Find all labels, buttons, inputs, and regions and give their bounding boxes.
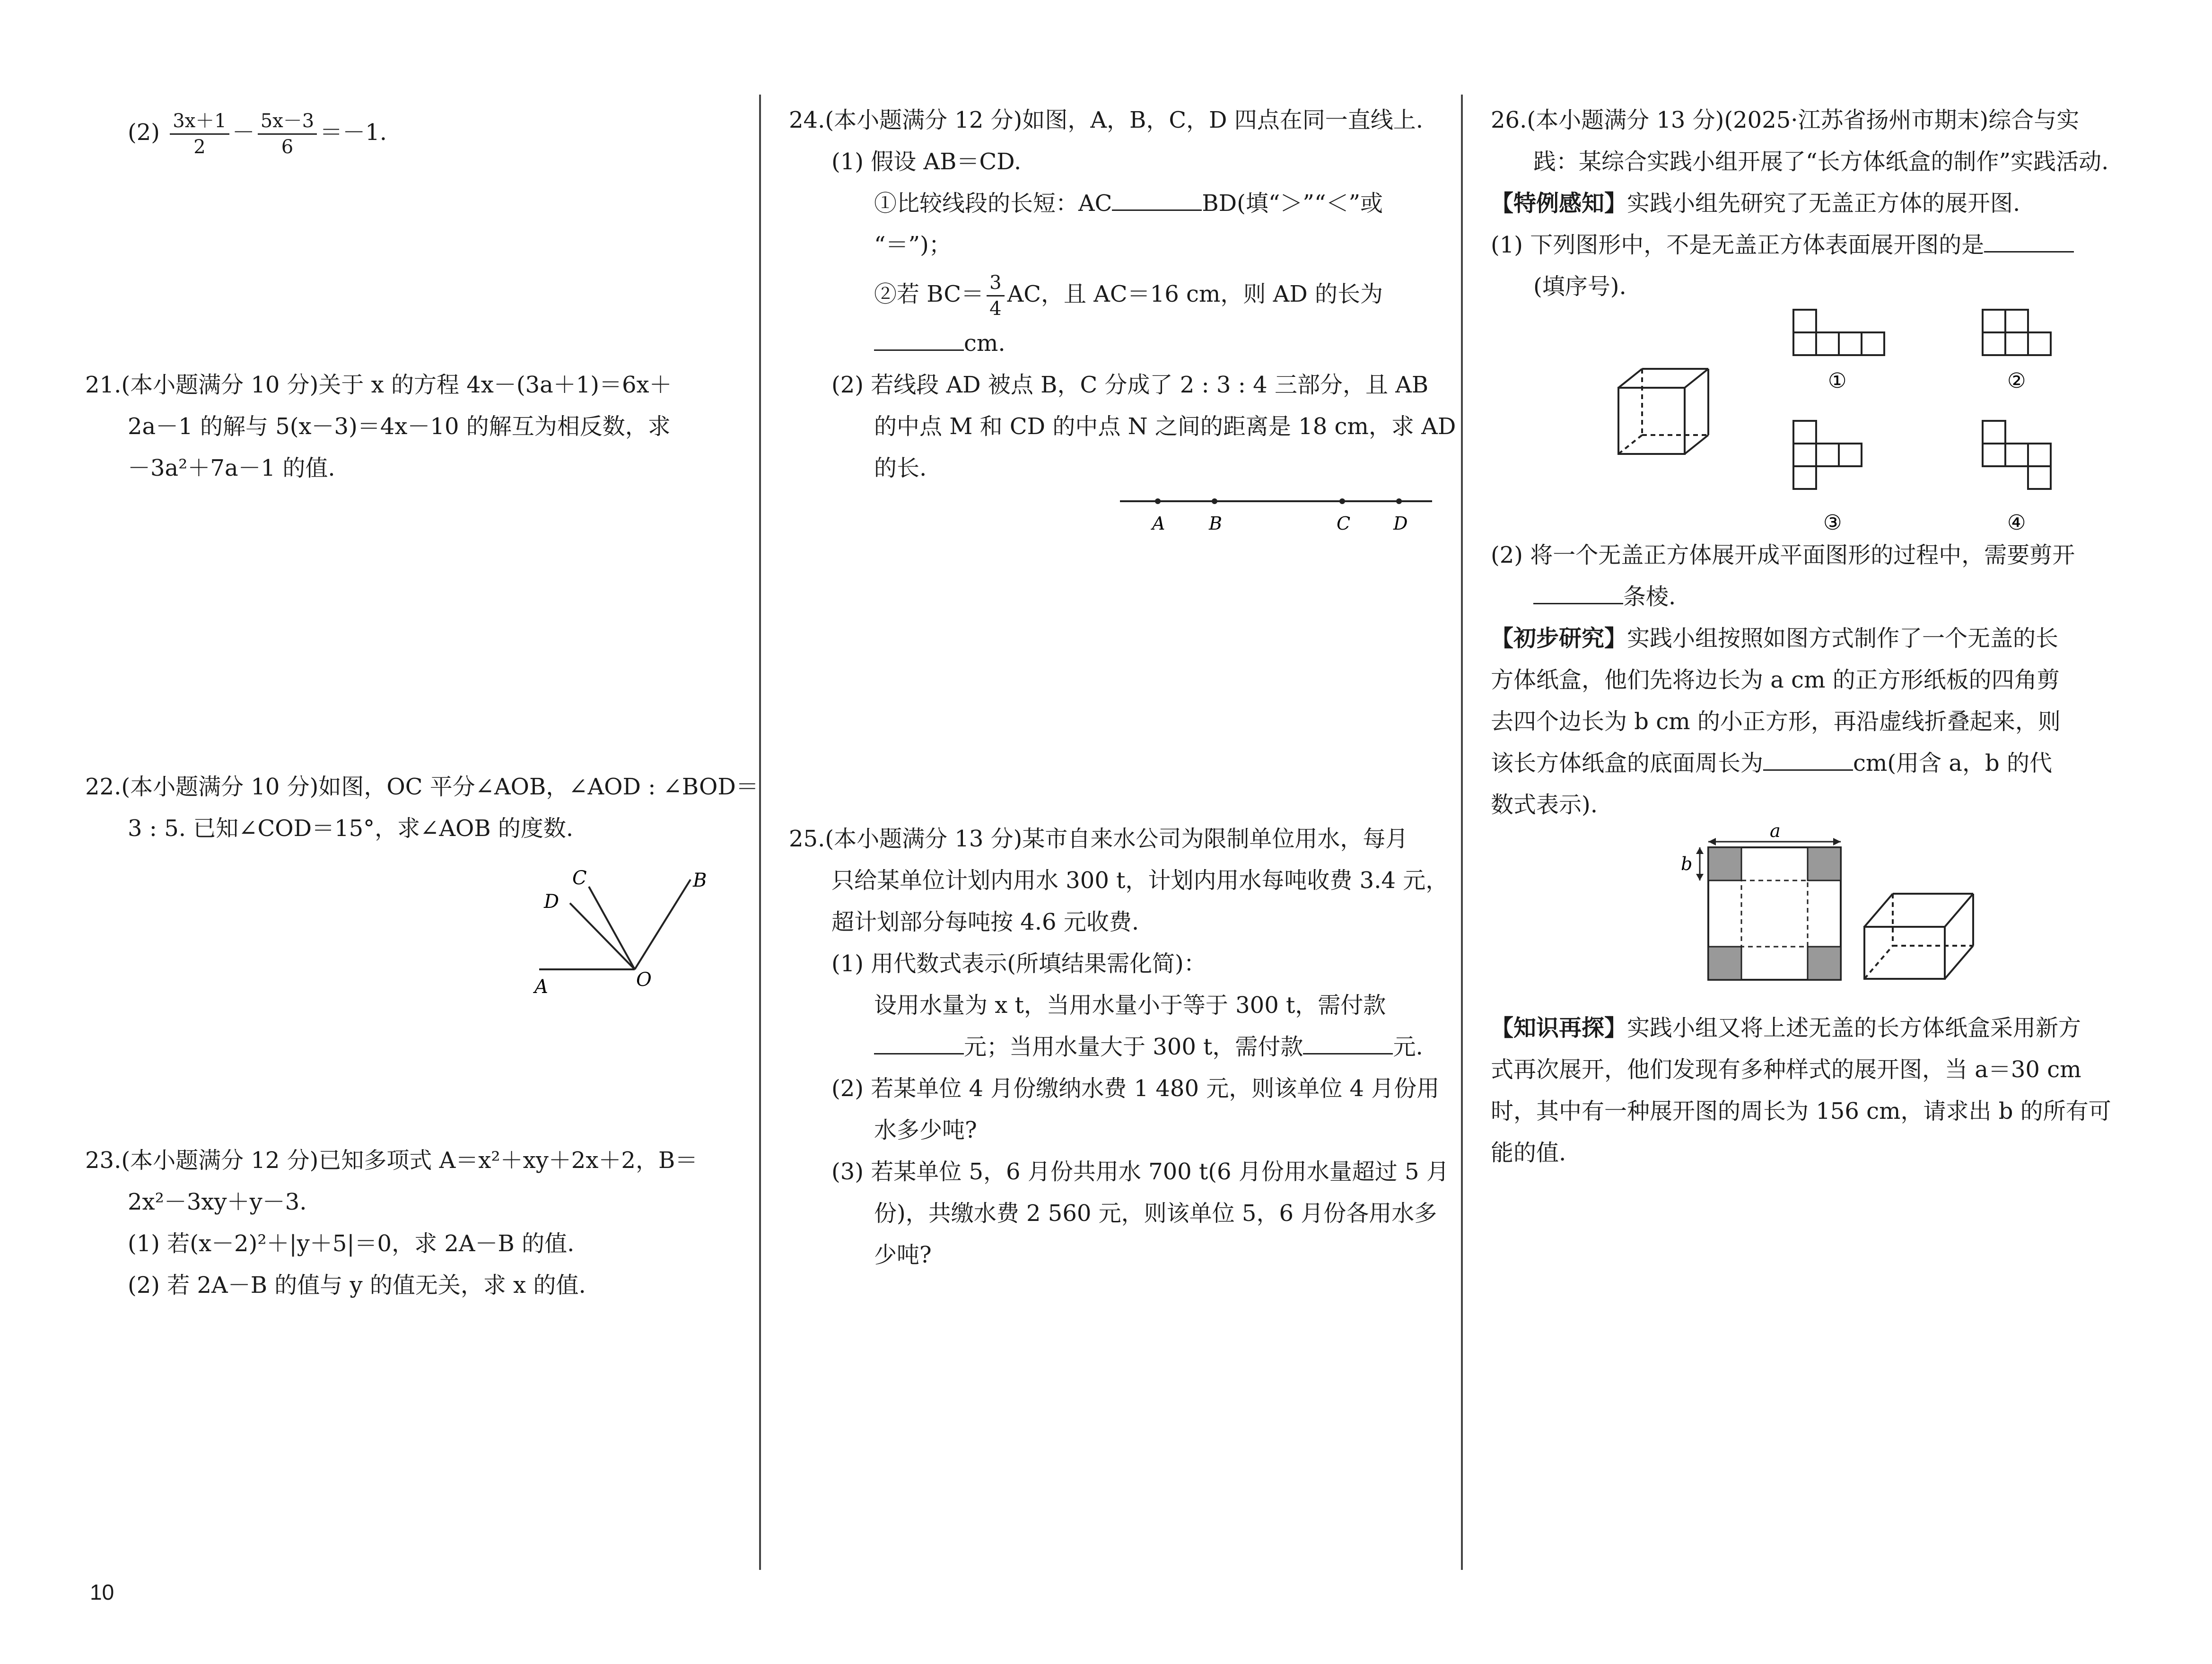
net-2	[1983, 310, 2051, 355]
q21-line-3: －3a²＋7a－1 的值.	[128, 455, 335, 481]
q24-blank-compare[interactable]	[1112, 187, 1202, 211]
q26-part2-line-2: 条棱.	[1623, 584, 1676, 610]
corner-top-right	[1808, 847, 1841, 880]
net-1	[1793, 310, 1884, 355]
q25-blank-2[interactable]	[1303, 1030, 1393, 1054]
q26-section3-line-1: 实践小组又将上述无盖的长方体纸盒采用新方	[1627, 1015, 2081, 1041]
corner-bottom-left	[1708, 947, 1741, 980]
q20-prefix: (2)	[128, 119, 160, 146]
label-C: C	[1337, 513, 1351, 534]
q25-line-6b: 元.	[1393, 1034, 1423, 1060]
q25-line-7: (2) 若某单位 4 月份缴纳水费 1 480 元，则该单位 4 月份用	[831, 1075, 1440, 1102]
corner-top-left	[1708, 847, 1741, 880]
q24-frac-numerator: 3	[987, 270, 1004, 296]
q21-line-1: 21.(本小题满分 10 分)关于 x 的方程 4x－(3a＋1)＝6x＋	[85, 372, 672, 398]
q24-fraction	[987, 270, 1004, 321]
q25-line-10: 份)，共缴水费 2 560 元，则该单位 5，6 月份各用水多	[874, 1200, 1437, 1227]
q20-frac1-numerator: 3x＋1	[170, 109, 229, 135]
label-C: C	[572, 867, 587, 889]
q25-line-9: (3) 若某单位 5，6 月份共用水 700 t(6 月份用水量超过 5 月	[831, 1159, 1449, 1185]
q20-frac2-denominator: 6	[281, 136, 294, 158]
q26-blank-3[interactable]	[1763, 747, 1853, 771]
label-O: O	[636, 969, 652, 991]
q26-line-2: 践：某综合实践小组开展了“长方体纸盒的制作”实践活动.	[1533, 148, 2109, 175]
point-A	[1155, 498, 1161, 504]
column-divider-2	[1461, 95, 1463, 1570]
question-25	[789, 818, 1449, 1276]
page-number: 10	[90, 1580, 114, 1604]
arrow-right	[1833, 838, 1841, 845]
question-21	[85, 364, 733, 489]
q26-section-title-1: 【特例感知】	[1491, 190, 1627, 217]
q20-fraction-1	[170, 109, 229, 159]
q20-frac1-denominator: 2	[193, 136, 206, 158]
question-20-part-2	[85, 109, 733, 159]
arrow-down	[1696, 874, 1704, 880]
question-26	[1491, 99, 2139, 307]
label-a: a	[1770, 823, 1781, 841]
ray-OB	[635, 880, 691, 969]
q20-minus: －	[232, 119, 255, 146]
question-26-part-3	[1491, 1007, 2139, 1174]
net-3	[1793, 421, 1862, 489]
arrow-up	[1696, 847, 1704, 854]
question-24	[789, 99, 1456, 489]
net-label-2: ②	[2007, 369, 2026, 393]
corner-bottom-right	[1808, 947, 1841, 980]
q23-line-3: (1) 若(x－2)²＋|y＋5|＝0，求 2A－B 的值.	[128, 1230, 575, 1257]
q26-section-title-2: 【初步研究】	[1491, 625, 1627, 652]
q25-line-8: 水多少吨?	[874, 1117, 977, 1143]
net-label-3: ③	[1823, 511, 1842, 535]
label-B: B	[1209, 513, 1222, 534]
question-26-continued	[1491, 534, 2139, 826]
q24-frac-denominator: 4	[989, 298, 1002, 320]
label-A: A	[1152, 513, 1165, 534]
q24-line-8: 的中点 M 和 CD 的中点 N 之间的距离是 18 cm，求 AD	[874, 413, 1456, 440]
label-D: D	[1393, 513, 1408, 534]
open-box	[1864, 894, 1973, 979]
net-4	[1983, 421, 2051, 489]
q23-line-2: 2x²－3xy＋y－3.	[128, 1189, 307, 1215]
label-A: A	[534, 976, 548, 998]
q25-line-11: 少吨?	[874, 1242, 932, 1268]
q24-line-4: “＝”)；	[874, 232, 952, 258]
q25-line-4: (1) 用代数式表示(所填结果需化简)：	[831, 950, 1207, 977]
box-figure	[1670, 823, 2011, 993]
ray-OD	[570, 903, 635, 969]
q26-section2-line-2: 方体纸盒，他们先将边长为 a cm 的正方形纸板的四角剪	[1491, 667, 2060, 693]
net-label-4: ④	[2007, 511, 2026, 535]
point-D	[1396, 498, 1402, 504]
q26-section2-line-4b: cm(用含 a，b 的代	[1853, 750, 2053, 776]
q26-blank-2[interactable]	[1533, 580, 1623, 604]
q24-line-5a: ②若 BC＝	[874, 281, 984, 307]
q24-line-5b: AC，且 AC＝16 cm，则 AD 的长为	[1007, 281, 1383, 307]
net-label-1: ①	[1828, 369, 1847, 393]
q26-part2-line-1: (2) 将一个无盖正方体展开成平面图形的过程中，需要剪开	[1491, 542, 2075, 568]
angle-figure	[530, 865, 743, 1017]
q26-section2-line-4a: 该长方体纸盒的底面周长为	[1491, 750, 1764, 776]
q20-fraction-2	[258, 109, 317, 159]
cube-drawing	[1618, 369, 1708, 454]
q24-line-7: (2) 若线段 AD 被点 B，C 分成了 2 : 3 : 4 三部分，且 AB	[831, 372, 1429, 398]
q26-section-title-3: 【知识再探】	[1491, 1015, 1627, 1041]
q26-section3-line-4: 能的值.	[1491, 1140, 1566, 1166]
q25-line-5: 设用水量为 x t，当用水量小于等于 300 t，需付款	[874, 992, 1386, 1019]
q23-line-1: 23.(本小题满分 12 分)已知多项式 A＝x²＋xy＋2x＋2，B＝	[85, 1147, 698, 1174]
q26-part1-line-2: (填序号).	[1533, 273, 1626, 300]
point-B	[1212, 498, 1217, 504]
q25-line-1: 25.(本小题满分 13 分)某市自来水公司为限制单位用水，每月	[789, 826, 1408, 852]
label-D: D	[544, 891, 560, 913]
q26-blank-1[interactable]	[1984, 228, 2074, 253]
q24-line-3b: BD(填“＞”“＜”或	[1202, 190, 1383, 217]
arrow-left	[1708, 838, 1716, 845]
q25-blank-1[interactable]	[874, 1030, 964, 1054]
q26-section3-line-2: 式再次展开，他们发现有多种样式的展开图，当 a＝30 cm	[1491, 1056, 2081, 1083]
q26-section-text-1: 实践小组先研究了无盖正方体的展开图.	[1627, 190, 2020, 217]
q26-section2-line-5: 数式表示).	[1491, 792, 1598, 818]
q25-line-6a: 元；当用水量大于 300 t，需付款	[964, 1034, 1303, 1060]
q23-line-4: (2) 若 2A－B 的值与 y 的值无关，求 x 的值.	[128, 1272, 586, 1298]
q25-line-2: 只给某单位计划内用水 300 t，计划内用水每吨收费 3.4 元，	[831, 867, 1449, 894]
q26-section2-line-3: 去四个边长为 b cm 的小正方形，再沿虚线折叠起来，则	[1491, 708, 2061, 735]
question-22	[85, 766, 759, 849]
label-B: B	[693, 870, 707, 891]
q26-section2-line-1: 实践小组按照如图方式制作了一个无盖的长	[1627, 625, 2059, 652]
point-C	[1339, 498, 1345, 504]
q26-section3-line-3: 时，其中有一种展开图的周长为 156 cm，请求出 b 的所有可	[1491, 1098, 2111, 1124]
label-b: b	[1681, 854, 1693, 874]
q24-line-6: cm.	[964, 330, 1005, 357]
q26-line-1: 26.(本小题满分 13 分)(2025·江苏省扬州市期末)综合与实	[1491, 107, 2080, 133]
q22-line-1: 22.(本小题满分 10 分)如图，OC 平分∠AOB，∠AOD : ∠BOD＝	[85, 774, 759, 800]
q20-frac2-numerator: 5x－3	[258, 109, 317, 135]
question-23	[85, 1140, 733, 1306]
ray-OC	[589, 887, 635, 969]
q24-line-1: 24.(本小题满分 12 分)如图，A，B，C，D 四点在同一直线上.	[789, 107, 1424, 133]
line-segment-figure	[1115, 487, 1437, 539]
q24-line-9: 的长.	[874, 455, 927, 481]
q24-blank-ad[interactable]	[874, 327, 964, 351]
q26-part1-line-1: (1) 下列图形中，不是无盖正方体表面展开图的是	[1491, 232, 1985, 258]
fold-lines	[1741, 880, 1808, 947]
q21-line-2: 2a－1 的解与 5(x－3)＝4x－10 的解互为相反数，求	[128, 413, 671, 440]
column-divider-1	[759, 95, 761, 1570]
q20-rhs: ＝－1.	[320, 119, 387, 146]
q24-line-2: (1) 假设 AB＝CD.	[831, 148, 1022, 175]
q25-line-3: 超计划部分每吨按 4.6 元收费.	[831, 909, 1139, 935]
q22-line-2: 3 : 5. 已知∠COD＝15°，求∠AOB 的度数.	[128, 815, 574, 842]
q24-line-3a: ①比较线段的长短：AC	[874, 190, 1112, 217]
